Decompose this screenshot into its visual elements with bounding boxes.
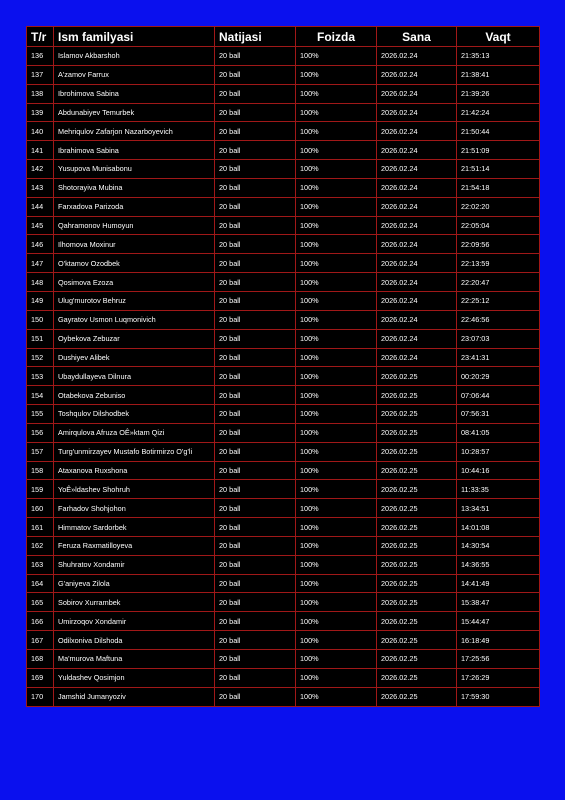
cell-number: 146	[27, 235, 54, 254]
cell-percent: 100%	[296, 574, 377, 593]
cell-result: 20 ball	[215, 518, 296, 537]
cell-date: 2026.02.25	[377, 574, 457, 593]
cell-percent: 100%	[296, 593, 377, 612]
cell-full-name: Jamshid Jumanyoziv	[54, 687, 215, 706]
cell-time: 22:20:47	[457, 273, 540, 292]
cell-date: 2026.02.24	[377, 141, 457, 160]
cell-date: 2026.02.25	[377, 499, 457, 518]
cell-full-name: Odilxoniva Dilshoda	[54, 631, 215, 650]
cell-full-name: Yuldashev Qosimjon	[54, 668, 215, 687]
cell-date: 2026.02.25	[377, 593, 457, 612]
cell-percent: 100%	[296, 235, 377, 254]
cell-percent: 100%	[296, 310, 377, 329]
cell-number: 151	[27, 329, 54, 348]
cell-result: 20 ball	[215, 650, 296, 669]
cell-full-name: YoÊ»ldashev Shohruh	[54, 480, 215, 499]
header-percent: Foizda	[296, 27, 377, 47]
cell-result: 20 ball	[215, 178, 296, 197]
table-row	[27, 668, 540, 687]
cell-date: 2026.02.24	[377, 122, 457, 141]
cell-date: 2026.02.25	[377, 687, 457, 706]
cell-date: 2026.02.25	[377, 555, 457, 574]
cell-date: 2026.02.25	[377, 386, 457, 405]
cell-number: 157	[27, 442, 54, 461]
cell-result: 20 ball	[215, 216, 296, 235]
cell-time: 23:07:03	[457, 329, 540, 348]
table-row	[27, 235, 540, 254]
cell-time: 07:56:31	[457, 405, 540, 424]
cell-date: 2026.02.24	[377, 160, 457, 179]
cell-number: 139	[27, 103, 54, 122]
cell-full-name: Amirqulova Afruza OÊ»ktam Qizi	[54, 423, 215, 442]
cell-number: 170	[27, 687, 54, 706]
table-row	[27, 480, 540, 499]
cell-full-name: Ibrohimova Sabina	[54, 84, 215, 103]
cell-full-name: Feruza Raxmatilloyeva	[54, 536, 215, 555]
cell-result: 20 ball	[215, 555, 296, 574]
table-row	[27, 687, 540, 706]
cell-full-name: Farxadova Parizoda	[54, 197, 215, 216]
cell-number: 167	[27, 631, 54, 650]
cell-full-name: Ubaydullayeva Dilnura	[54, 367, 215, 386]
cell-percent: 100%	[296, 631, 377, 650]
cell-result: 20 ball	[215, 160, 296, 179]
cell-result: 20 ball	[215, 197, 296, 216]
cell-percent: 100%	[296, 178, 377, 197]
cell-result: 20 ball	[215, 367, 296, 386]
cell-percent: 100%	[296, 650, 377, 669]
cell-percent: 100%	[296, 103, 377, 122]
table-row	[27, 461, 540, 480]
table-row	[27, 367, 540, 386]
cell-date: 2026.02.25	[377, 405, 457, 424]
table-row	[27, 574, 540, 593]
cell-percent: 100%	[296, 254, 377, 273]
table-row	[27, 103, 540, 122]
cell-time: 10:44:16	[457, 461, 540, 480]
cell-percent: 100%	[296, 216, 377, 235]
cell-date: 2026.02.25	[377, 423, 457, 442]
cell-percent: 100%	[296, 612, 377, 631]
cell-percent: 100%	[296, 518, 377, 537]
cell-number: 145	[27, 216, 54, 235]
cell-number: 156	[27, 423, 54, 442]
cell-full-name: Gayratov Usmon Luqmonivich	[54, 310, 215, 329]
cell-date: 2026.02.24	[377, 65, 457, 84]
cell-full-name: G'aniyeva Zilola	[54, 574, 215, 593]
cell-time: 22:05:04	[457, 216, 540, 235]
cell-number: 138	[27, 84, 54, 103]
table-row	[27, 178, 540, 197]
cell-time: 17:25:56	[457, 650, 540, 669]
results-table	[26, 26, 540, 707]
cell-percent: 100%	[296, 65, 377, 84]
table-row	[27, 423, 540, 442]
table-row	[27, 65, 540, 84]
cell-result: 20 ball	[215, 310, 296, 329]
table-row	[27, 160, 540, 179]
cell-date: 2026.02.24	[377, 47, 457, 66]
cell-result: 20 ball	[215, 536, 296, 555]
cell-result: 20 ball	[215, 612, 296, 631]
header-full-name: Ism familyasi	[54, 27, 215, 47]
cell-full-name: Dushiyev Alibek	[54, 348, 215, 367]
header-result: Natijasi	[215, 27, 296, 47]
cell-result: 20 ball	[215, 405, 296, 424]
table-row	[27, 329, 540, 348]
cell-time: 22:46:56	[457, 310, 540, 329]
cell-number: 169	[27, 668, 54, 687]
cell-date: 2026.02.24	[377, 273, 457, 292]
cell-full-name: Islamov Akbarshoh	[54, 47, 215, 66]
cell-number: 163	[27, 555, 54, 574]
cell-date: 2026.02.24	[377, 235, 457, 254]
cell-date: 2026.02.24	[377, 103, 457, 122]
cell-time: 10:28:57	[457, 442, 540, 461]
cell-time: 15:38:47	[457, 593, 540, 612]
table-row	[27, 84, 540, 103]
cell-result: 20 ball	[215, 631, 296, 650]
cell-full-name: Yusupova Munisabonu	[54, 160, 215, 179]
header-number: T/r	[27, 27, 54, 47]
header-time: Vaqt	[457, 27, 540, 47]
cell-full-name: Farhadov Shohjohon	[54, 499, 215, 518]
cell-date: 2026.02.25	[377, 536, 457, 555]
cell-date: 2026.02.24	[377, 329, 457, 348]
cell-date: 2026.02.25	[377, 650, 457, 669]
cell-result: 20 ball	[215, 593, 296, 612]
table-row	[27, 47, 540, 66]
cell-percent: 100%	[296, 386, 377, 405]
cell-percent: 100%	[296, 461, 377, 480]
cell-percent: 100%	[296, 536, 377, 555]
cell-percent: 100%	[296, 405, 377, 424]
table-row	[27, 273, 540, 292]
cell-time: 22:25:12	[457, 291, 540, 310]
cell-number: 140	[27, 122, 54, 141]
cell-percent: 100%	[296, 141, 377, 160]
cell-number: 159	[27, 480, 54, 499]
cell-result: 20 ball	[215, 348, 296, 367]
cell-full-name: Qosimova Ezoza	[54, 273, 215, 292]
cell-percent: 100%	[296, 367, 377, 386]
cell-percent: 100%	[296, 47, 377, 66]
cell-date: 2026.02.25	[377, 442, 457, 461]
cell-full-name: Ulug'murotov Behruz	[54, 291, 215, 310]
cell-date: 2026.02.24	[377, 310, 457, 329]
table-row	[27, 593, 540, 612]
cell-full-name: Himmatov Sardorbek	[54, 518, 215, 537]
cell-full-name: Abdunabiyev Temurbek	[54, 103, 215, 122]
cell-percent: 100%	[296, 555, 377, 574]
cell-time: 08:41:05	[457, 423, 540, 442]
cell-number: 144	[27, 197, 54, 216]
cell-percent: 100%	[296, 329, 377, 348]
cell-date: 2026.02.25	[377, 480, 457, 499]
cell-result: 20 ball	[215, 103, 296, 122]
cell-time: 21:38:41	[457, 65, 540, 84]
cell-number: 165	[27, 593, 54, 612]
cell-number: 162	[27, 536, 54, 555]
cell-full-name: Shotorayiva Mubina	[54, 178, 215, 197]
cell-number: 149	[27, 291, 54, 310]
cell-number: 136	[27, 47, 54, 66]
cell-time: 21:51:14	[457, 160, 540, 179]
cell-full-name: Ilhomova Moxinur	[54, 235, 215, 254]
cell-full-name: Sobirov Xurrambek	[54, 593, 215, 612]
cell-percent: 100%	[296, 273, 377, 292]
cell-percent: 100%	[296, 499, 377, 518]
table-row	[27, 254, 540, 273]
cell-time: 13:34:51	[457, 499, 540, 518]
table-row	[27, 216, 540, 235]
cell-number: 142	[27, 160, 54, 179]
header-date: Sana	[377, 27, 457, 47]
cell-number: 161	[27, 518, 54, 537]
cell-percent: 100%	[296, 348, 377, 367]
cell-result: 20 ball	[215, 273, 296, 292]
cell-date: 2026.02.25	[377, 518, 457, 537]
table-row	[27, 386, 540, 405]
cell-result: 20 ball	[215, 291, 296, 310]
cell-result: 20 ball	[215, 668, 296, 687]
results-table-header	[27, 27, 540, 47]
cell-result: 20 ball	[215, 47, 296, 66]
cell-time: 14:41:49	[457, 574, 540, 593]
cell-date: 2026.02.24	[377, 178, 457, 197]
cell-number: 147	[27, 254, 54, 273]
table-row	[27, 310, 540, 329]
cell-full-name: Oybekova Zebuzar	[54, 329, 215, 348]
cell-time: 22:13:59	[457, 254, 540, 273]
table-row	[27, 555, 540, 574]
cell-number: 164	[27, 574, 54, 593]
cell-full-name: O'ktamov Ozodbek	[54, 254, 215, 273]
cell-time: 14:01:08	[457, 518, 540, 537]
cell-percent: 100%	[296, 291, 377, 310]
cell-time: 00:20:29	[457, 367, 540, 386]
cell-time: 23:41:31	[457, 348, 540, 367]
cell-number: 155	[27, 405, 54, 424]
cell-number: 153	[27, 367, 54, 386]
cell-full-name: Ataxanova Ruxshona	[54, 461, 215, 480]
cell-number: 137	[27, 65, 54, 84]
cell-result: 20 ball	[215, 499, 296, 518]
cell-result: 20 ball	[215, 235, 296, 254]
cell-date: 2026.02.24	[377, 216, 457, 235]
cell-full-name: Umirzoqov Xondamir	[54, 612, 215, 631]
cell-time: 14:36:55	[457, 555, 540, 574]
cell-date: 2026.02.24	[377, 84, 457, 103]
cell-percent: 100%	[296, 84, 377, 103]
cell-number: 150	[27, 310, 54, 329]
cell-result: 20 ball	[215, 423, 296, 442]
cell-result: 20 ball	[215, 122, 296, 141]
cell-number: 141	[27, 141, 54, 160]
cell-full-name: Otabekova Zebuniso	[54, 386, 215, 405]
cell-percent: 100%	[296, 423, 377, 442]
cell-time: 17:26:29	[457, 668, 540, 687]
cell-full-name: Ibrahimova Sabina	[54, 141, 215, 160]
cell-time: 22:02:20	[457, 197, 540, 216]
cell-number: 154	[27, 386, 54, 405]
cell-percent: 100%	[296, 197, 377, 216]
cell-full-name: Qahramonov Humoyun	[54, 216, 215, 235]
cell-percent: 100%	[296, 122, 377, 141]
cell-full-name: A'zamov Farrux	[54, 65, 215, 84]
cell-number: 152	[27, 348, 54, 367]
table-row	[27, 536, 540, 555]
cell-number: 158	[27, 461, 54, 480]
cell-time: 21:39:26	[457, 84, 540, 103]
cell-result: 20 ball	[215, 574, 296, 593]
cell-time: 11:33:35	[457, 480, 540, 499]
cell-date: 2026.02.25	[377, 461, 457, 480]
cell-date: 2026.02.25	[377, 367, 457, 386]
cell-full-name: Shuhratov Xondamir	[54, 555, 215, 574]
table-row	[27, 348, 540, 367]
cell-date: 2026.02.25	[377, 668, 457, 687]
table-row	[27, 631, 540, 650]
cell-percent: 100%	[296, 160, 377, 179]
cell-time: 17:59:30	[457, 687, 540, 706]
table-row	[27, 405, 540, 424]
results-table-body	[27, 47, 540, 707]
cell-number: 168	[27, 650, 54, 669]
table-row	[27, 197, 540, 216]
cell-number: 166	[27, 612, 54, 631]
table-row	[27, 518, 540, 537]
cell-result: 20 ball	[215, 84, 296, 103]
cell-date: 2026.02.24	[377, 348, 457, 367]
cell-date: 2026.02.24	[377, 291, 457, 310]
cell-number: 148	[27, 273, 54, 292]
cell-time: 15:44:47	[457, 612, 540, 631]
cell-result: 20 ball	[215, 141, 296, 160]
table-row	[27, 650, 540, 669]
cell-full-name: Ma'murova Maftuna	[54, 650, 215, 669]
cell-time: 14:30:54	[457, 536, 540, 555]
cell-time: 07:06:44	[457, 386, 540, 405]
cell-time: 21:50:44	[457, 122, 540, 141]
cell-time: 21:42:24	[457, 103, 540, 122]
cell-result: 20 ball	[215, 687, 296, 706]
cell-percent: 100%	[296, 668, 377, 687]
cell-date: 2026.02.24	[377, 197, 457, 216]
header-row	[27, 27, 540, 47]
table-row	[27, 499, 540, 518]
table-row	[27, 291, 540, 310]
table-row	[27, 612, 540, 631]
cell-number: 160	[27, 499, 54, 518]
table-row	[27, 442, 540, 461]
cell-time: 22:09:56	[457, 235, 540, 254]
cell-date: 2026.02.25	[377, 612, 457, 631]
cell-percent: 100%	[296, 480, 377, 499]
cell-number: 143	[27, 178, 54, 197]
cell-time: 21:54:18	[457, 178, 540, 197]
cell-full-name: Turg'unmirzayev Mustafo Botirmirzo O'g'li	[54, 442, 215, 461]
cell-date: 2026.02.24	[377, 254, 457, 273]
cell-time: 21:35:13	[457, 47, 540, 66]
cell-full-name: Toshqulov Dilshodbek	[54, 405, 215, 424]
cell-result: 20 ball	[215, 329, 296, 348]
cell-full-name: Mehriqulov Zafarjon Nazarboyevich	[54, 122, 215, 141]
cell-result: 20 ball	[215, 461, 296, 480]
cell-date: 2026.02.25	[377, 631, 457, 650]
cell-result: 20 ball	[215, 442, 296, 461]
cell-result: 20 ball	[215, 480, 296, 499]
cell-result: 20 ball	[215, 65, 296, 84]
cell-result: 20 ball	[215, 254, 296, 273]
table-row	[27, 141, 540, 160]
cell-time: 21:51:09	[457, 141, 540, 160]
table-row	[27, 122, 540, 141]
cell-result: 20 ball	[215, 386, 296, 405]
cell-percent: 100%	[296, 442, 377, 461]
cell-percent: 100%	[296, 687, 377, 706]
cell-time: 16:18:49	[457, 631, 540, 650]
